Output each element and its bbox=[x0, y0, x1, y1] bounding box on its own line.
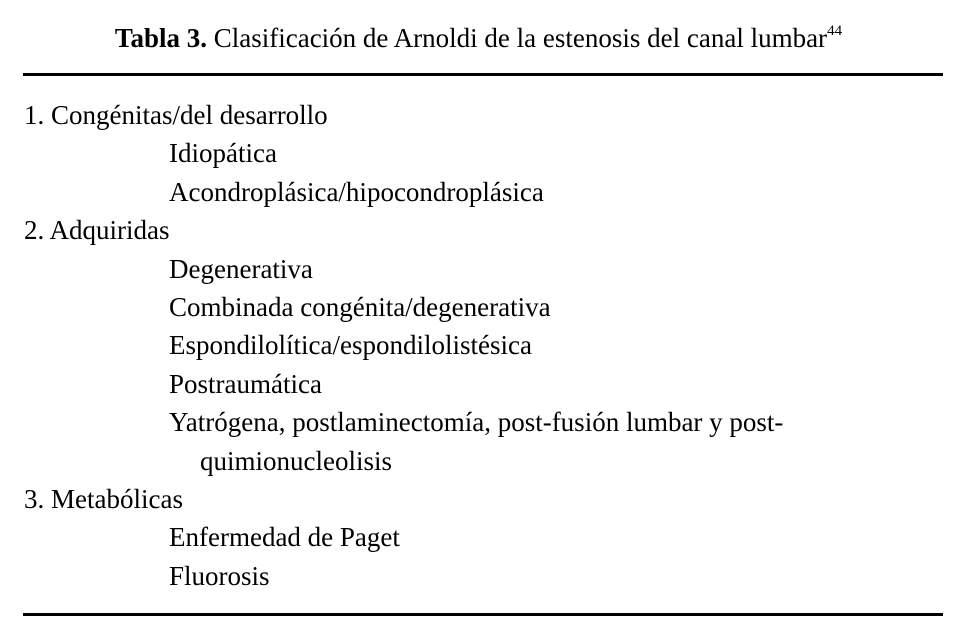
list-item: Combinada congénita/degenerativa bbox=[169, 291, 551, 322]
table-title: Clasificación de Arnoldi de la estenosis del canal lumbar bbox=[206, 23, 828, 53]
category-heading: 3. Metabólicas bbox=[24, 483, 183, 514]
list-item: Degenerativa bbox=[169, 253, 313, 284]
category-heading: 1. Congénitas/del desarrollo bbox=[24, 100, 328, 130]
category-heading: 2. Adquiridas bbox=[24, 215, 170, 246]
top-rule bbox=[23, 73, 943, 76]
table-label: Tabla 3. bbox=[114, 23, 207, 53]
list-item: Espondilolítica/espondilolistésica bbox=[169, 330, 532, 361]
bottom-rule bbox=[23, 613, 943, 616]
list-item: Acondroplásica/hipocondroplásica bbox=[169, 176, 544, 207]
list-item: Fluorosis bbox=[169, 560, 270, 591]
list-item: Yatrógena, postlaminectomía, post-fusión lumbar y post- bbox=[169, 407, 784, 438]
list-item: Postraumática bbox=[169, 368, 322, 399]
reference-superscript: 44 bbox=[827, 23, 843, 39]
table-caption bbox=[0, 20, 957, 56]
classification-list bbox=[24, 96, 944, 595]
list-item: Idiopática bbox=[169, 138, 277, 169]
list-item-continuation: quimionucleolisis bbox=[200, 445, 392, 476]
list-item: Enfermedad de Paget bbox=[169, 522, 400, 553]
